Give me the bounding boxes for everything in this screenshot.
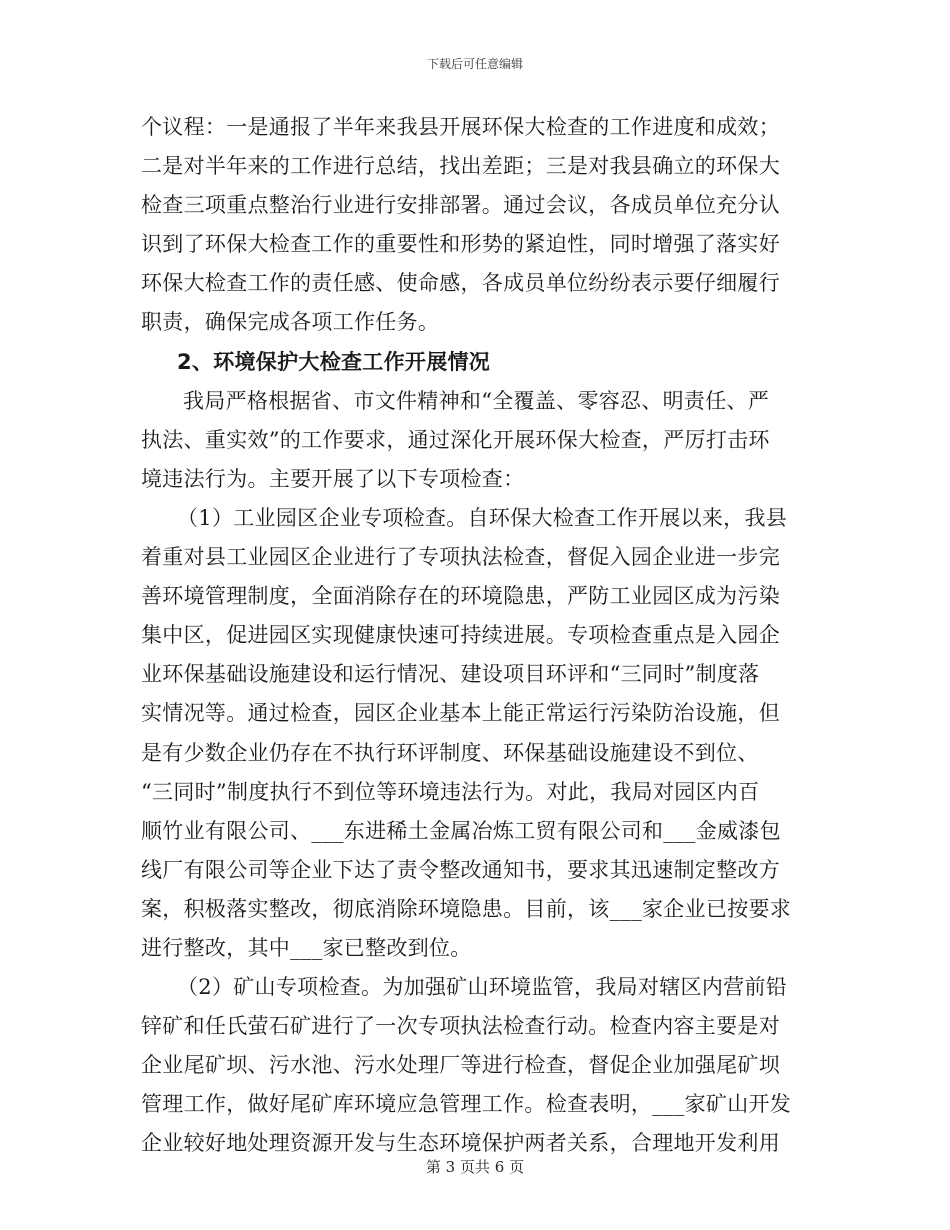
text-line: 业环保基础设施建设和运行情况、建设项目环评和“三同时”制度落: [141, 662, 760, 687]
text-line: 执法、重实效”的工作要求，通过深化开展环保大检查，严厉打击环: [141, 427, 770, 452]
section-heading: 2、环境保护大检查工作开展情况: [177, 349, 491, 374]
text-line: （2）矿山专项检查。为加强矿山环境监管，我局对辖区内营前铅: [177, 975, 788, 1000]
text-line: 企业尾矿坝、污水池、污水处理厂等进行检查，督促企业加强尾矿坝: [141, 1053, 780, 1078]
document-body: [141, 108, 809, 1164]
text-line: 实情况等。通过检查，园区企业基本上能正常运行污染防治设施，但: [141, 701, 780, 726]
text-line: 识到了环保大检查工作的重要性和形势的紧迫性，同时增强了落实好: [141, 232, 780, 257]
text-line: 个议程：一是通报了半年来我县开展环保大检查的工作进度和成效；: [141, 115, 780, 139]
text-line: 顺竹业有限公司、___东进稀土金属冶炼工贸有限公司和___金威漆包: [141, 818, 781, 843]
text-line: 环保大检查工作的责任感、使命感，各成员单位纷纷表示要仔细履行: [141, 271, 780, 296]
text-line: 线厂有限公司等企业下达了责令整改通知书，要求其迅速制定整改方: [141, 857, 780, 882]
page-header: 下载后可任意编辑: [426, 57, 523, 71]
text-line: （1）工业园区企业专项检查。自环保大检查工作开展以来，我县: [177, 505, 788, 530]
text-line: 我局严格根据省、市文件精神和“全覆盖、零容忍、明责任、严: [183, 388, 770, 413]
text-line: 二是对半年来的工作进行总结，找出差距；三是对我县确立的环保大: [141, 154, 780, 179]
text-line: 锌矿和任氏萤石矿进行了一次专项执法检查行动。检查内容主要是对: [141, 1014, 780, 1039]
text-line: 案，积极落实整改，彻底消除环境隐患。目前，该___家企业已按要求: [141, 896, 792, 921]
text-line: 境违法行为。主要开展了以下专项检查：: [141, 466, 525, 491]
text-line: 职责，确保完成各项工作任务。: [141, 310, 440, 335]
page-footer: 第 3 页共 6 页: [425, 1158, 525, 1176]
text-line: 检查三项重点整治行业进行安排部署。通过会议，各成员单位充分认: [141, 193, 780, 218]
text-line: 企业较好地处理资源开发与生态环境保护两者关系，合理地开发利用: [141, 1131, 780, 1156]
text-line: 集中区，促进园区实现健康快速可持续进展。专项检查重点是入园企: [141, 623, 780, 648]
text-line: 管理工作，做好尾矿库环境应急管理工作。检查表明，___家矿山开发: [141, 1092, 792, 1117]
text-line: 进行整改，其中___家已整改到位。: [141, 935, 472, 960]
text-line: 着重对县工业园区企业进行了专项执法检查，督促入园企业进一步完: [141, 545, 780, 570]
text-line: “三同时”制度执行不到位等环境违法行为。对此，我局对园区内百: [141, 779, 760, 804]
text-line: 是有少数企业仍存在不执行环评制度、环保基础设施建设不到位、: [141, 740, 759, 765]
text-line: 善环境管理制度，全面消除存在的环境隐患，严防工业园区成为污染: [141, 584, 780, 609]
